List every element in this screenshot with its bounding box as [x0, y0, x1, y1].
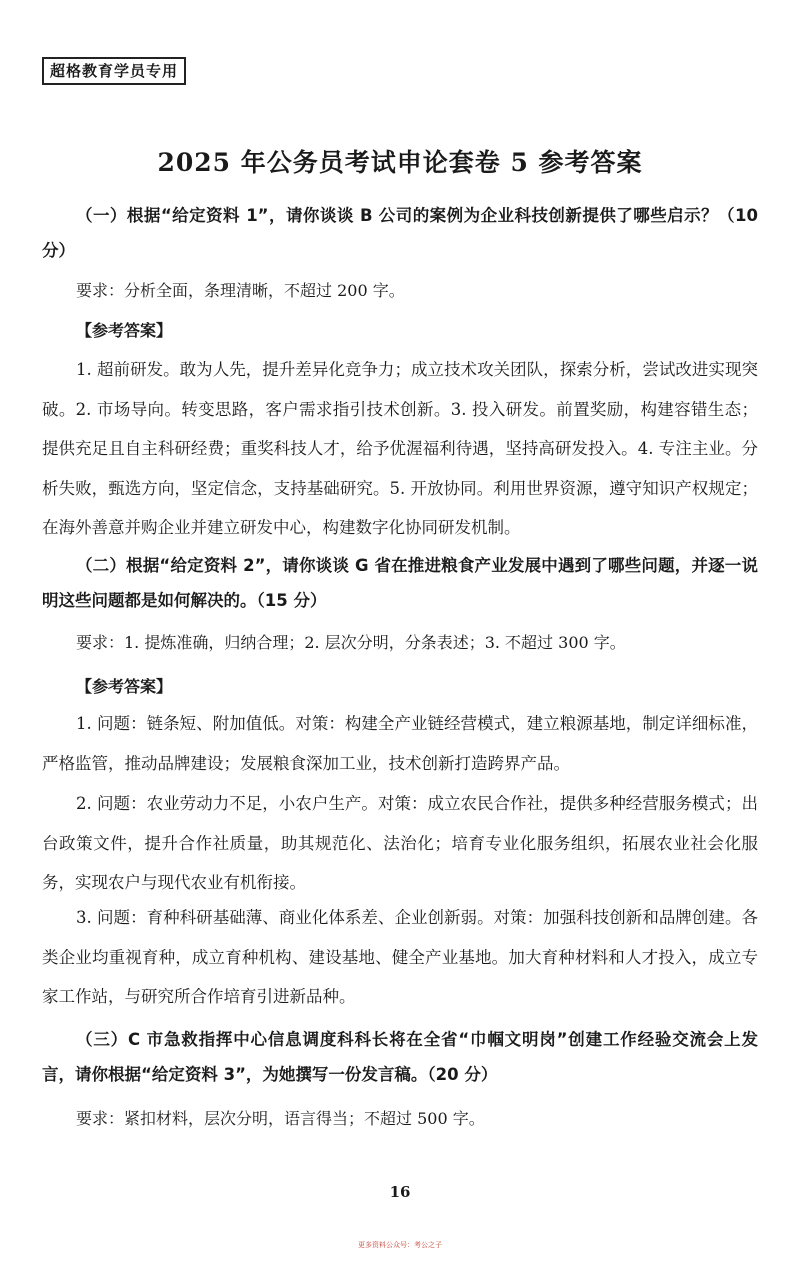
page-title: 2025 年公务员考试申论套卷 5 参考答案	[157, 148, 643, 177]
question-2-requirement: 要求：1. 提炼准确，归纳合理；2. 层次分明，分条表述；3. 不超过 300 字。	[76, 633, 626, 652]
question-3-requirement: 要求：紧扣材料，层次分明，语言得当；不超过 500 字。	[76, 1109, 485, 1128]
footer-note: 更多资料公众号：考公之子	[358, 1241, 442, 1249]
answer-heading: 【参考答案】	[76, 321, 173, 340]
question-1-answer	[42, 350, 758, 548]
question-1-answer-heading-block	[42, 316, 758, 346]
question-2	[42, 548, 758, 618]
question-2-answer-heading-block	[42, 672, 758, 702]
question-1-requirement: 要求：分析全面，条理清晰，不超过 200 字。	[76, 281, 405, 300]
student-only-stamp: 超格教育学员专用	[42, 57, 186, 85]
answer-paragraph: 1. 超前研发。敢为人先，提升差异化竞争力；成立技术攻关团队，探索分析，尝试改进实现突破。2. 市场导向。转变思路，客户需求指引技术创新。3. 投入研发。前置奖励，构建容错生态；提供充足且自主科研经费；重奖科技人才，给予优渥福利待遇，坚持高研发投入。4. 专注主业。分析失败，甄选方向，坚定信念，支持基础研究。5. 开放协同。利用世界资源，遵守知识产权规定；在海外善意并购企业并建立研发中心，构建数字化协同研发机制。	[42, 360, 758, 537]
question-1-text: （一）根据“给定资料 1”，请你谈谈 B 公司的案例为企业科技创新提供了哪些启示？（10 分）	[42, 206, 758, 260]
answer-paragraph: 3. 问题：育种科研基础薄、商业化体系差、企业创新弱。对策：加强科技创新和品牌创建。各类企业均重视育种，成立育种机构、建设基地、健全产业基地。加大育种材料和人才投入，成立专家工作站，与研究所合作培育引进新品种。	[42, 908, 758, 1006]
question-2-requirement-block	[42, 628, 758, 658]
question-3-requirement-block	[42, 1104, 758, 1134]
question-2-answer-2	[42, 784, 758, 903]
answer-paragraph: 2. 问题：农业劳动力不足，小农户生产。对策：成立农民合作社，提供多种经营服务模式；出台政策文件，提升合作社质量，助其规范化、法治化；培育专业化服务组织，拓展农业社会化服务，实现农户与现代农业有机衔接。	[42, 794, 758, 892]
answer-paragraph: 1. 问题：链条短、附加值低。对策：构建全产业链经营模式，建立粮源基地，制定详细标准，严格监管，推动品牌建设；发展粮食深加工业，技术创新打造跨界产品。	[42, 714, 758, 773]
question-1-requirement-block	[42, 276, 758, 306]
page-number: 16	[389, 1183, 411, 1201]
question-2-answer-1	[42, 704, 758, 783]
question-3-text: （三）C 市急救指挥中心信息调度科科长将在全省“巾帼文明岗”创建工作经验交流会上发言，请你根据“给定资料 3”，为她撰写一份发言稿。（20 分）	[42, 1030, 758, 1084]
answer-heading: 【参考答案】	[76, 677, 173, 696]
question-1	[42, 198, 758, 268]
question-2-answer-3	[42, 898, 758, 1017]
question-2-text: （二）根据“给定资料 2”，请你谈谈 G 省在推进粮食产业发展中遇到了哪些问题，并逐一说明这些问题都是如何解决的。（15 分）	[42, 556, 758, 610]
question-3	[42, 1022, 758, 1092]
